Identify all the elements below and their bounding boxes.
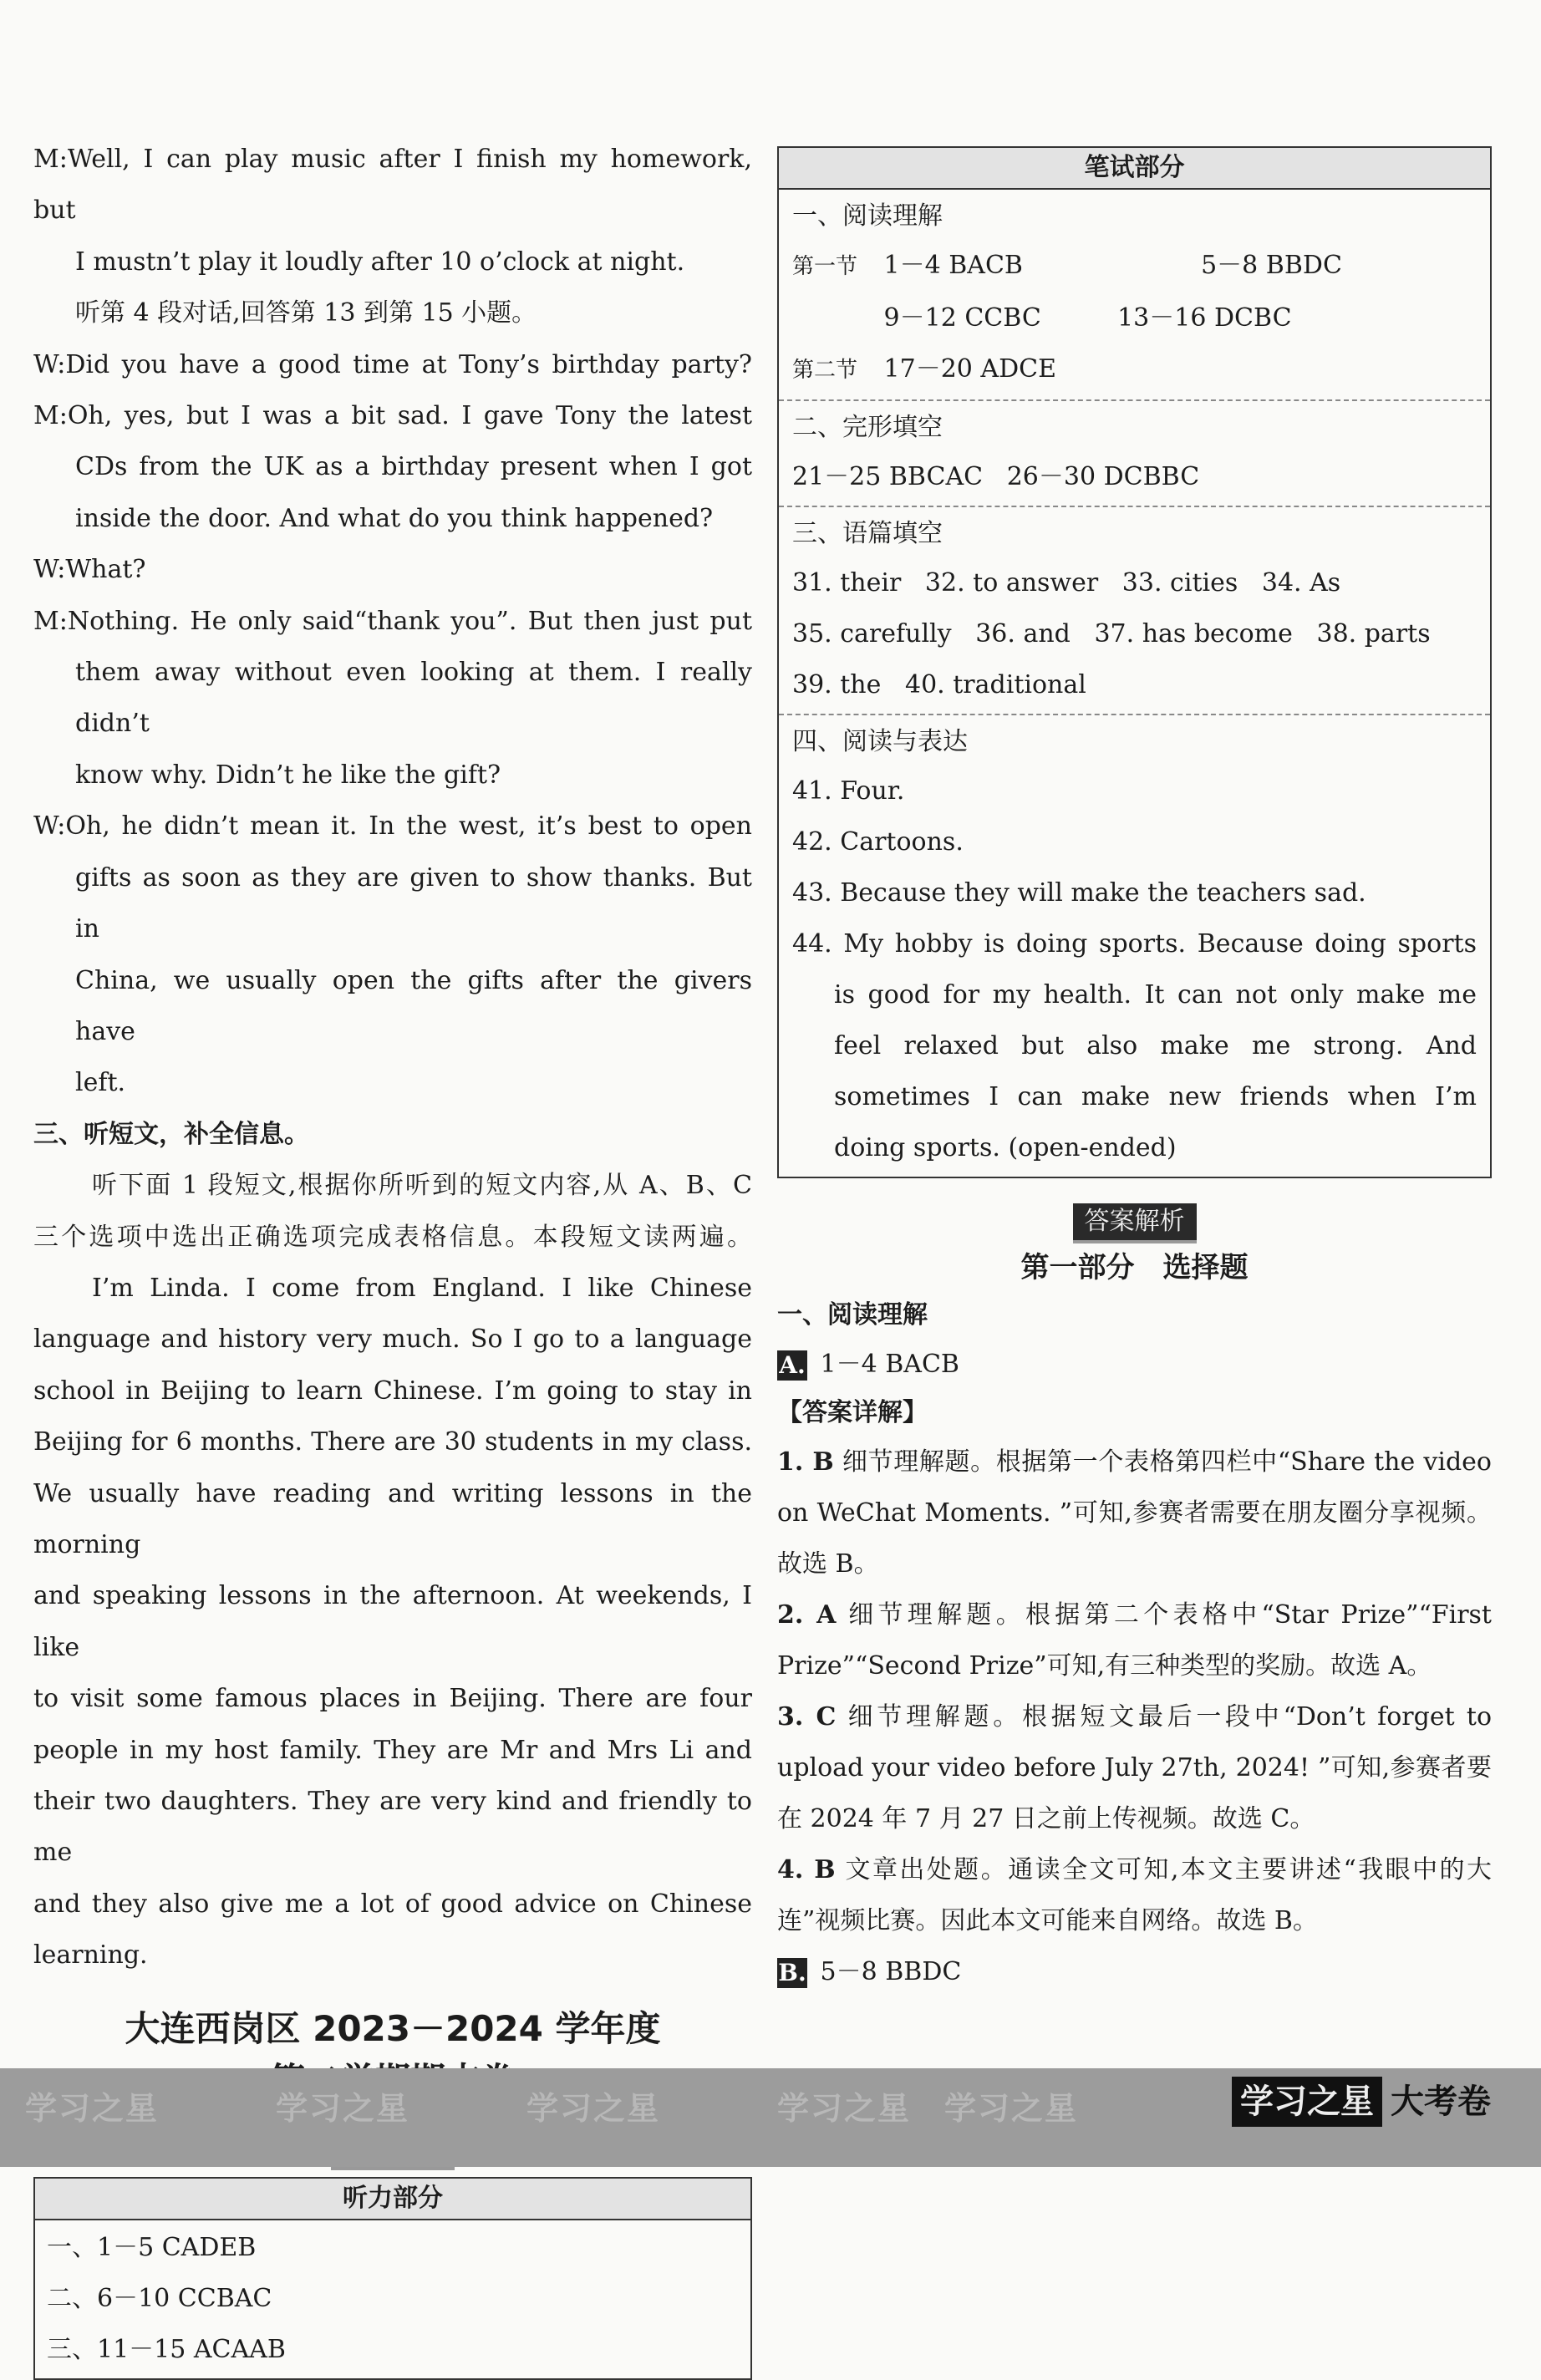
dialogue-line: M:Nothing. He only said“thank you”. But then just put — [33, 606, 752, 636]
written-answer-box — [777, 146, 1492, 1178]
brand — [1232, 2077, 1491, 2127]
part-label: 第一节 — [792, 254, 858, 279]
dialogue-line: them away without even looking at them. I really didn’t — [75, 658, 752, 739]
passage-letter-b: B. — [778, 1959, 806, 1986]
passage-line: and speaking lessons in the afternoon. At weekends, I like — [33, 1581, 752, 1662]
explanation-number: 2. A — [777, 1600, 837, 1630]
expression-answer: 42. Cartoons. — [792, 827, 964, 857]
answer-range: 1－4 BACB — [820, 1350, 959, 1379]
exam-title: 大连西岗区 2023－2024 学年度 — [125, 2007, 661, 2049]
answer-range: 5－8 BBDC — [1201, 251, 1342, 280]
reading-title: 一、阅读理解 — [777, 1300, 928, 1330]
watermark: 学习之星 — [276, 2090, 410, 2127]
listening-answer-box — [33, 2177, 752, 2380]
expression-answer: 43. Because they will make the teachers sad. — [792, 878, 1366, 908]
gap-fill-title: 三、语篇填空 — [792, 519, 943, 548]
dialogue-line: gifts as soon as they are given to show thanks. But in — [75, 862, 752, 944]
section-title: 三、听短文，补全信息。 — [33, 1119, 309, 1149]
explanation-number: 4. B — [777, 1855, 836, 1884]
listening-box-head: 听力部分 — [35, 2179, 750, 2220]
listening-answer: 三、11－15 ACAAB — [47, 2334, 286, 2364]
dialogue-line: M:Well, I can play music after I finish my homework, but — [33, 145, 752, 226]
passage-line: to visit some famous places in Beijing. There are four — [33, 1684, 752, 1714]
gap-fill-section — [779, 507, 1490, 715]
answer-range: 5－8 BBDC — [820, 1957, 962, 1986]
explanation-item — [777, 1691, 1492, 1844]
passage-letter-a: A. — [777, 1350, 807, 1381]
part-label: 第二节 — [792, 358, 858, 383]
dialogue-line: know why. Didn’t he like the gift? — [75, 760, 501, 790]
part-title: 第一部分 选择题 — [1020, 1251, 1249, 1284]
answer-range: 1－4 BACB — [883, 251, 1023, 280]
explanation-item — [777, 1437, 1492, 1589]
dialogue-line: W:What? — [33, 555, 146, 585]
passage-line: 听下面 1 段短文,根据你所听到的短文内容,从 A、B、C — [92, 1171, 752, 1201]
cloze-title: 二、完形填空 — [792, 413, 943, 442]
expression-answer: 41. Four. — [792, 776, 905, 806]
reading-section — [779, 190, 1490, 401]
explanation-text: 细节理解题。根据第一个表格第四栏中“Share the video on WeChat Moments. ”可知,参赛者需要在朋友圈分享视频。故选 B。 — [777, 1447, 1492, 1579]
passage-line: learning. — [33, 1940, 148, 1971]
dialogue-line: W:Did you have a good time at Tony’s birthday party? — [33, 349, 752, 379]
watermark: 学习之星 — [944, 2090, 1079, 2127]
cloze-section — [779, 401, 1490, 507]
passage-line: I’m Linda. I come from England. I like Chinese — [92, 1273, 752, 1303]
passage-line: people in my host family. They are Mr and Mrs Li and — [33, 1735, 752, 1765]
gap-fill-answers: 35. carefully 36. and 37. has become 38. parts — [792, 619, 1431, 648]
brand-logo: 学习之星 — [1232, 2077, 1382, 2127]
explanation-item — [777, 1589, 1492, 1691]
explanation-list — [777, 1437, 1492, 1946]
expression-section — [779, 715, 1490, 1177]
dialogue-line: I mustn’t play it loudly after 10 o’clock at night. — [75, 247, 685, 277]
passage-line: and they also give me a lot of good advice on Chinese — [33, 1889, 752, 1919]
passage-line: their two daughters. They are very kind and friendly to me — [33, 1787, 752, 1868]
dialogue-line: W:Oh, he didn’t mean it. In the west, it’s best to open — [33, 811, 752, 842]
analysis-tag: 答案解析 — [1073, 1203, 1197, 1243]
watermark: 学习之星 — [526, 2090, 661, 2127]
gap-fill-answers: 31. their 32. to answer 33. cities 34. As — [792, 568, 1341, 598]
passage-line: 三个选项中选出正确选项完成表格信息。本段短文读两遍。 — [33, 1222, 752, 1252]
gap-fill-answers: 39. the 40. traditional — [792, 670, 1086, 699]
answer-range: 17－20 ADCE — [883, 354, 1057, 384]
left-column — [33, 134, 752, 2380]
passage-line: We usually have reading and writing lessons in the morning — [33, 1478, 752, 1559]
answer-range: 9－12 CCBC — [883, 303, 1041, 333]
dialogue-line: China, we usually open the gifts after the givers have — [75, 965, 752, 1046]
brand-name: 大考卷 — [1391, 2082, 1491, 2121]
dialogue-line: CDs from the UK as a birthday present when I got — [75, 452, 752, 482]
listening-answer: 二、6－10 CCBAC — [47, 2283, 272, 2313]
dialogue-line: M:Oh, yes, but I was a bit sad. I gave Tony the latest — [33, 401, 752, 431]
passage-line: language and history very much. So I go to a language — [33, 1325, 752, 1355]
explanation-item — [777, 1844, 1492, 1946]
watermark: 学习之星 — [777, 2090, 912, 2127]
explanation-text: 细节理解题。根据第二个表格中“Star Prize”“First Prize”“Second Prize”可知,有三种类型的奖励。故选 A。 — [777, 1600, 1492, 1681]
passage-line: Beijing for 6 months. There are 30 students in my class. — [33, 1427, 752, 1457]
written-box-head: 笔试部分 — [779, 148, 1490, 190]
listening-answer: 一、1－5 CADEB — [47, 2232, 257, 2262]
reading-title: 一、阅读理解 — [792, 201, 943, 231]
dialogue-instruction: 听第 4 段对话,回答第 13 到第 15 小题。 — [75, 298, 537, 328]
explanation-number: 1. B — [777, 1447, 834, 1477]
dialogue-line: inside the door. And what do you think happened? — [75, 503, 714, 533]
passage-line: school in Beijing to learn Chinese. I’m going to stay in — [33, 1376, 752, 1406]
expression-answer: 44. My hobby is doing sports. Because doing sports is good for my health. It can not only make me feel relaxed but also make me strong. And sometimes I can make new friends when I’m doing sports. (open-ended) — [792, 929, 1477, 1162]
expression-title: 四、阅读与表达 — [792, 727, 968, 756]
explanation-text: 细节理解题。根据短文最后一段中“Don’t forget to upload your video before July 27th, 2024! ”可知,参赛者要在 2024 年 7 月 27 日之前上传视频。故选 C。 — [777, 1702, 1493, 1833]
explanation-number: 3. C — [777, 1702, 837, 1732]
explanation-text: 文章出处题。通读全文可知,本文主要讲述“我眼中的大连”视频比赛。因此本文可能来自网络。故选 B。 — [777, 1855, 1492, 1935]
answer-range: 13－16 DCBC — [1117, 303, 1292, 333]
watermark: 学习之星 — [25, 2090, 160, 2127]
detail-title: 【答案详解】 — [777, 1398, 928, 1427]
dialogue-line: left. — [75, 1068, 126, 1098]
right-column — [777, 146, 1492, 1997]
cloze-answers: 21－25 BBCAC 26－30 DCBBC — [792, 462, 1200, 491]
